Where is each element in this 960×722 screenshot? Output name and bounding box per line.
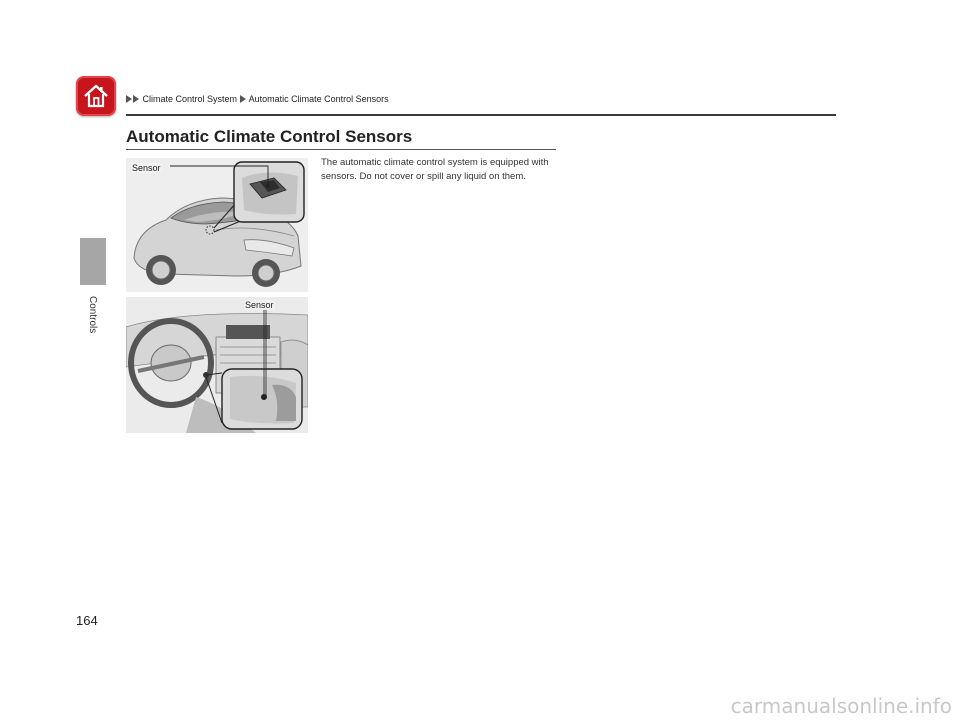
breadcrumb-arrow-icon [240,95,246,103]
home-button[interactable] [76,76,116,116]
breadcrumb-arrow-icon [126,95,132,103]
page-title: Automatic Climate Control Sensors [126,127,413,146]
figure-dashboard-interior [126,297,308,433]
breadcrumb [126,94,389,104]
header-divider [126,114,836,116]
watermark: carmanualsonline.info [730,694,952,718]
breadcrumb-item-climate-control[interactable]: Climate Control System [142,94,238,104]
breadcrumb-arrow-icon [133,95,139,103]
figure-car-exterior [126,158,308,292]
section-label: Controls [87,296,98,334]
breadcrumb-item-sensors: Automatic Climate Control Sensors [248,94,389,104]
car-exterior-illustration [126,158,308,292]
sensor-callout-label: Sensor [245,300,274,310]
home-icon [82,82,110,110]
page-number: 164 [76,613,98,628]
body-paragraph: The automatic climate control system is equipped with sensors. Do not cover or spill any liquid on them. [321,157,549,182]
title-divider [126,149,556,150]
sensor-callout-label: Sensor [132,163,161,173]
dashboard-interior-illustration [126,297,308,433]
section-tab [80,238,106,285]
